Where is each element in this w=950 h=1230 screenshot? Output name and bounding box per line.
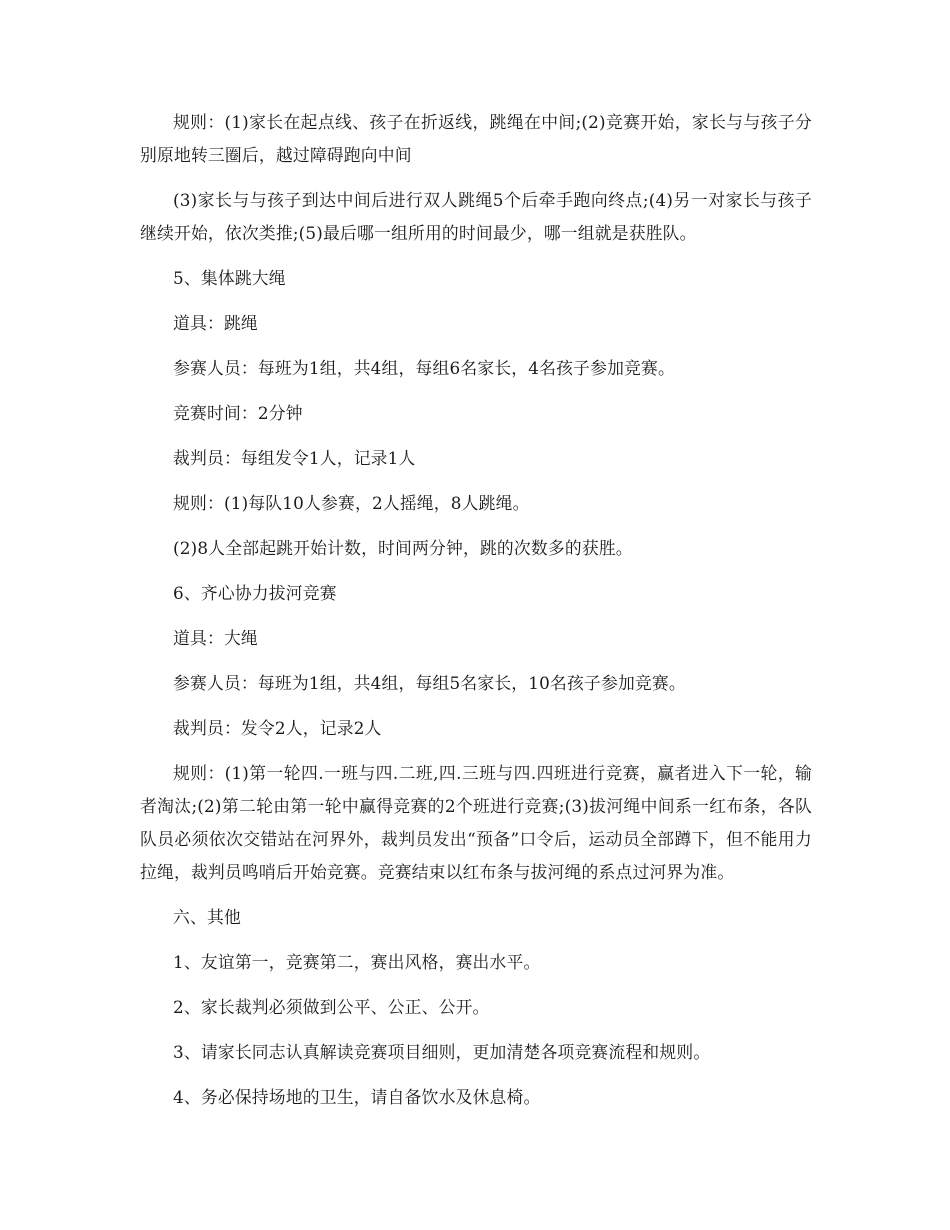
section-heading-group-jump-rope: 5、集体跳大绳 (173, 268, 286, 288)
paragraph-time-jump-rope: 竞赛时间：2分钟 (173, 403, 303, 423)
list-item-other-2: 2、家长裁判必须做到公平、公正、公开。 (173, 997, 490, 1017)
paragraph-rule-tug-of-war: 规则：(1)第一轮四.一班与四.二班,四.三班与四.四班进行竞赛，赢者进入下一轮，输者淘汰;(2)第二轮由第一轮中赢得竞赛的2个班进行竞赛;(3)拔河绳中间系一红布条，各队队员必须依次交错站在河界外，裁判员发出“预备”口令后，运动员全部蹲下，但不能用力拉绳，裁判员鸣哨后开始竞赛。竞赛结束以红布条与拔河绳的系点过河界为准。 (140, 763, 812, 882)
paragraph-props-jump-rope: 道具：跳绳 (173, 313, 258, 333)
paragraph-participants-tug-of-war: 参赛人员：每班为1组，共4组，每组5名家长，10名孩子参加竞赛。 (173, 673, 686, 693)
section-heading-other: 六、其他 (173, 907, 241, 927)
paragraph-rule-jump-rope-2: (2)8人全部起跳开始计数，时间两分钟，跳的次数多的获胜。 (173, 538, 633, 558)
section-heading-tug-of-war: 6、齐心协力拔河竞赛 (173, 583, 337, 603)
list-item-other-4: 4、务必保持场地的卫生，请自备饮水及休息椅。 (173, 1087, 541, 1107)
paragraph-referees-jump-rope: 裁判员：每组发令1人，记录1人 (173, 448, 416, 468)
paragraph-rule-jump-rope-1: 规则：(1)每队10人参赛，2人摇绳，8人跳绳。 (173, 493, 530, 513)
list-item-other-1: 1、友谊第一，竞赛第二，赛出风格，赛出水平。 (173, 952, 541, 972)
paragraph-props-tug-of-war: 道具：大绳 (173, 628, 258, 648)
list-item-other-3: 3、请家长同志认真解读竞赛项目细则，更加清楚各项竞赛流程和规则。 (173, 1042, 711, 1062)
paragraph-rule-relay-part2: (3)家长与与孩子到达中间后进行双人跳绳5个后牵手跑向终点;(4)另一对家长与孩子继续开始，依次类推;(5)最后哪一组所用的时间最少，哪一组就是获胜队。 (140, 190, 812, 243)
paragraph-rule-relay-part1: 规则：(1)家长在起点线、孩子在折返线，跳绳在中间;(2)竞赛开始，家长与与孩子分别原地转三圈后，越过障碍跑向中间 (140, 112, 812, 165)
document-body (140, 106, 812, 1126)
paragraph-participants-jump-rope: 参赛人员：每班为1组，共4组，每组6名家长，4名孩子参加竞赛。 (173, 358, 676, 378)
paragraph-referees-tug-of-war: 裁判员：发令2人，记录2人 (173, 718, 382, 738)
